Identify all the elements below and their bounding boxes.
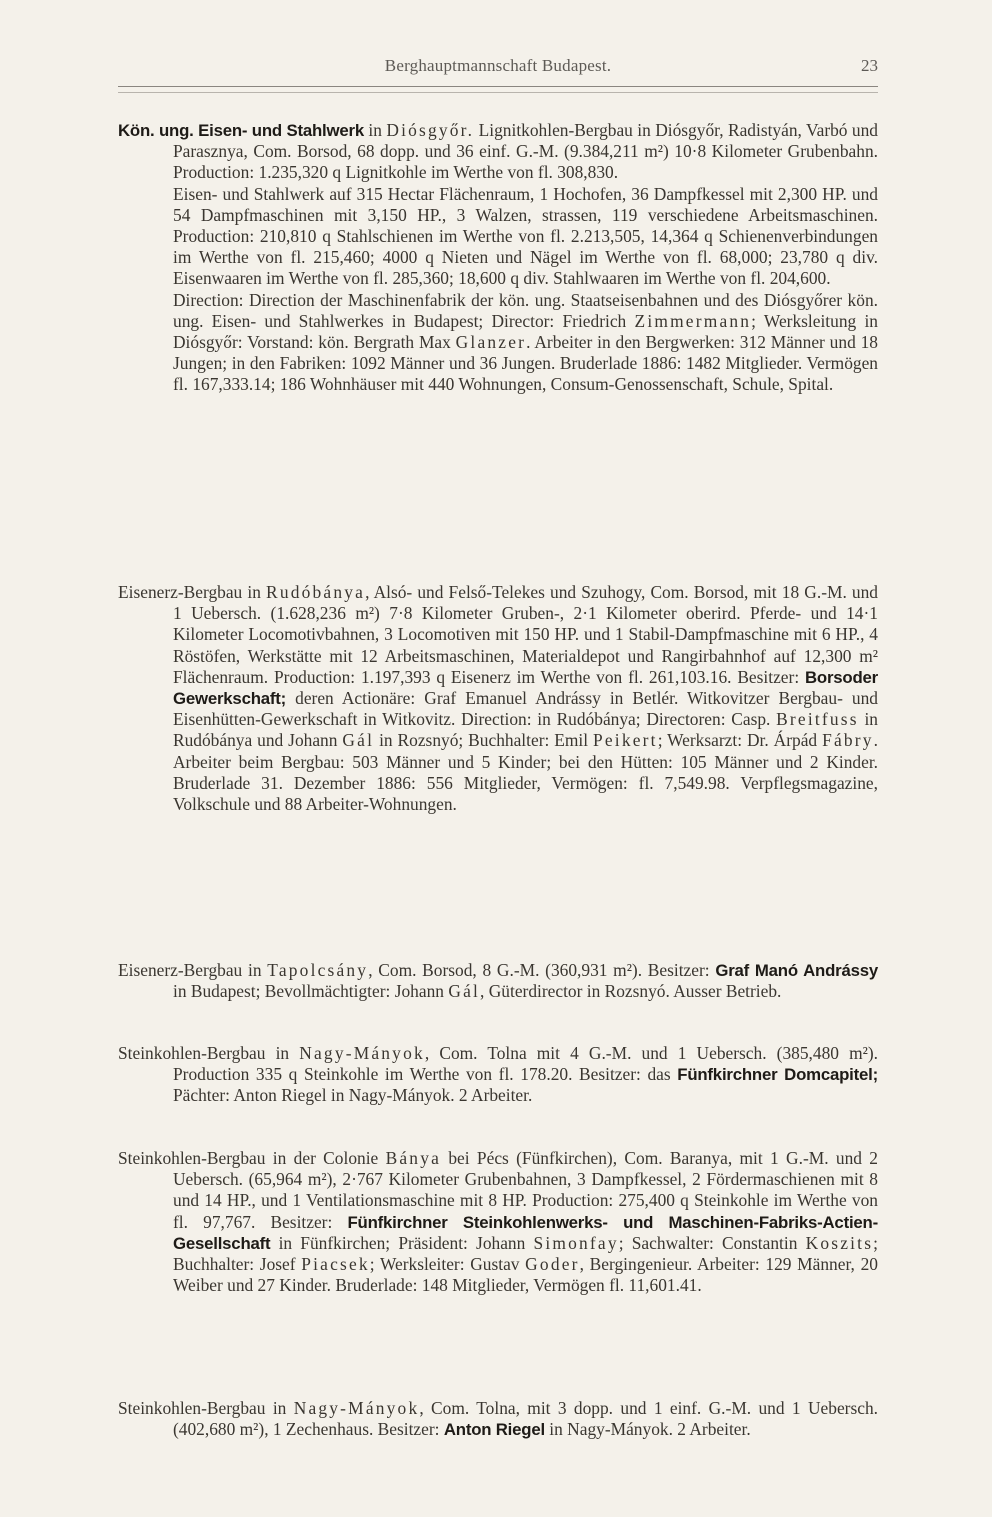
header-rule-thin xyxy=(118,92,878,93)
entry-paragraph: Eisen- und Stahlwerk auf 315 Hectar Flächenraum, 1 Hochofen, 36 Dampfkessel mit 2,300 HP. und 54 Dampfmaschinen mit 3,150 HP., 3 Walzen, strassen, 119 verschiedene Arbeitsmaschinen. Production: 210,810 q Stahlschienen im Werthe von fl. 2.213,505, 14,364 q Schienenverbindungen im Werthe von fl. 215,460; 4000 q Nieten und Nägel im Werthe von fl. 68,000; 23,780 q div. Eisenwaaren im Werthe von fl. 285,360; 18,600 q div. Stahlwaaren im Werthe von fl. 204,600. xyxy=(173,183,878,289)
person-name: Piacsek xyxy=(301,1254,370,1275)
person-name: Koszits xyxy=(805,1232,874,1253)
entry-paragraph: Steinkohlen-Bergbau in Nagy-Mányok, Com. Tolna, mit 3 dopp. und 1 einf. G.-M. und 1 Uebersch. (402,680 m²), 1 Zechenhaus. Besitzer: Anton Riegel in Nagy-Mányok. 2 Arbeiter. xyxy=(118,1398,878,1440)
person-name: Gál xyxy=(448,981,481,1002)
header-title: Berghauptmannschaft Budapest. xyxy=(384,56,612,75)
entry-diosgyor xyxy=(118,120,878,396)
person-name: Simonfay xyxy=(533,1232,619,1253)
entry-nagymanyok-riegel xyxy=(118,1398,878,1440)
entry-paragraph: Eisenerz-Bergbau in Rudóbánya, Alsó- und Felső-Telekes und Szuhogy, Com. Borsod, mit 18 G.-M. und 1 Uebersch. (1.628,236 m²) 7·8 Kilometer Gruben-, 2·1 Kilometer oberird. Pferde- und 14·1 Kilometer Locomotivbahnen, 3 Locomotiven mit 150 HP. und 1 Stabil-Dampfmaschine mit 6 HP., 4 Röstöfen, Werkstätte mit 12 Arbeitsmaschinen, Materialdepot und Rangirbahnhof auf 12,300 m² Flächenraum. Production: 1.197,393 q Eisenerz im Werthe von fl. 261,103.16. Besitzer: Borsoder Gewerkschaft; deren Actionäre: Graf Emanuel Andrássy in Betlér. Witkovitzer Bergbau- und Eisenhütten-Gewerkschaft in Witkovitz. Direction: in Rudóbánya; Directoren: Casp. Breitfuss in Rudóbánya und Johann Gál in Rozsnyó; Buchhalter: Emil Peikert; Werksarzt: Dr. Árpád Fábry. Arbeiter beim Bergbau: 503 Männer und 5 Kinder; bei den Hütten: 105 Männer und 2 Kinder. Bruderlade 31. Dezember 1886: 556 Mitglieder, Vermögen: fl. 7,549.98. Verpflegsmagazine, Volkschule und 88 Arbeiter-Wohnungen. xyxy=(118,582,879,815)
person-name: Zimmermann xyxy=(634,310,752,331)
header-rule xyxy=(118,86,878,87)
place-name: Bánya xyxy=(385,1148,442,1168)
person-name: Goder xyxy=(525,1254,580,1275)
owner-name: Borsoder Gewerkschaft; xyxy=(173,667,878,709)
entry-banya xyxy=(118,1148,878,1296)
entry-paragraph: Steinkohlen-Bergbau in der Colonie Bánya bei Pécs (Fünfkirchen), Com. Baranya, mit 1 G.-M. und 2 Uebersch. (65,964 m²), 2·767 Kilometer Grubenbahnen, 3 Dampfkessel, 2 Fördermaschienen mit 8 und 14 HP., und 1 Ventilationsmaschine mit 8 HP. Production: 275,400 q Steinkohle im Werthe von fl. 97,767. Besitzer: Fünfkirchner Steinkohlenwerks- und Maschinen-Fabriks-Actien-Gesellschaft in Fünfkirchen; Präsident: Johann Simonfay; Sachwalter: Constantin Koszits; Buchhalter: Josef Piacsek; Werksleiter: Gustav Goder, Bergingenieur. Arbeiter: 129 Männer, 20 Weiber und 27 Kinder. Bruderlade: 148 Mitglieder, Vermögen fl. 11,601.41. xyxy=(118,1148,879,1296)
place-name: Diósgyőr. xyxy=(386,120,475,140)
person-name: Breitfuss xyxy=(776,709,859,730)
entry-nagymanyok-domcapitel xyxy=(118,1043,878,1107)
owner-name: Fünfkirchner Steinkohlenwerks- und Maschinen-Fabriks-Actien-Gesellschaft xyxy=(173,1212,878,1253)
page-number: 23 xyxy=(861,56,878,75)
running-header xyxy=(118,56,878,82)
entry-paragraph: Steinkohlen-Bergbau in Nagy-Mányok, Com. Tolna mit 4 G.-M. und 1 Uebersch. (385,480 m²). Production 335 q Steinkohle im Werthe von fl. 178.20. Besitzer: das Fünfkirchner Domcapitel; Pächter: Anton Riegel in Nagy-Mányok. 2 Arbeiter. xyxy=(118,1043,878,1106)
person-name: Glanzer xyxy=(455,332,527,353)
person-name: Peikert xyxy=(593,730,658,751)
entry-paragraph: Kön. ung. Eisen- und Stahlwerk in Diósgyőr. Lignitkohlen-Bergbau in Diósgyőr, Radistyán, Varbó und Parasznya, Com. Borsod, 68 dopp. und 36 einf. G.-M. (9.384,211 m²) 10·8 Kilometer Grubenbahn. Production: 1.235,320 q Lignitkohle im Werthe von fl. 308,830. xyxy=(118,120,878,183)
owner-name: Graf Manó Andrássy xyxy=(715,961,879,980)
owner-name: Fünfkirchner Domcapitel; xyxy=(677,1065,878,1085)
person-name: Fábry xyxy=(822,730,874,751)
place-name: Rudóbánya xyxy=(266,582,366,602)
entry-paragraph: Eisenerz-Bergbau in Tapolcsány, Com. Borsod, 8 G.-M. (360,931 m²). Besitzer: Graf Manó Andrássy in Budapest; Bevollmächtigter: Johann Gál, Güterdirector in Rozsnyó. Ausser Betrieb. xyxy=(118,960,879,1002)
entry-paragraph: Direction: Direction der Maschinenfabrik der kön. ung. Staatseisenbahnen und des Diósgyőrer kön. ung. Eisen- und Stahlwerkes in Budapest; Director: Friedrich Zimmermann; Werksleitung in Diósgyőr: Vorstand: kön. Bergrath Max Glanzer. Arbeiter in den Bergwerken: 312 Männer und 18 Jungen; in den Fabriken: 1092 Männer und 36 Jungen. Bruderlade 1886: 1482 Mitglieder. Vermögen fl. 167,333.14; 186 Wohnhäuser mit 440 Wohnungen, Consum-Genossenschaft, Schule, Spital. xyxy=(173,289,878,395)
entry-rudobanya xyxy=(118,582,878,815)
owner-name: Anton Riegel xyxy=(443,1420,545,1440)
entry-heading: Kön. ung. Eisen- und Stahlwerk xyxy=(118,121,364,140)
entry-tapolcsany xyxy=(118,960,878,1002)
place-name: Tapolcsány xyxy=(267,960,369,980)
place-name: Nagy-Mányok xyxy=(299,1043,425,1063)
person-name: Gál xyxy=(342,730,375,751)
place-name: Nagy-Mányok xyxy=(293,1398,420,1418)
